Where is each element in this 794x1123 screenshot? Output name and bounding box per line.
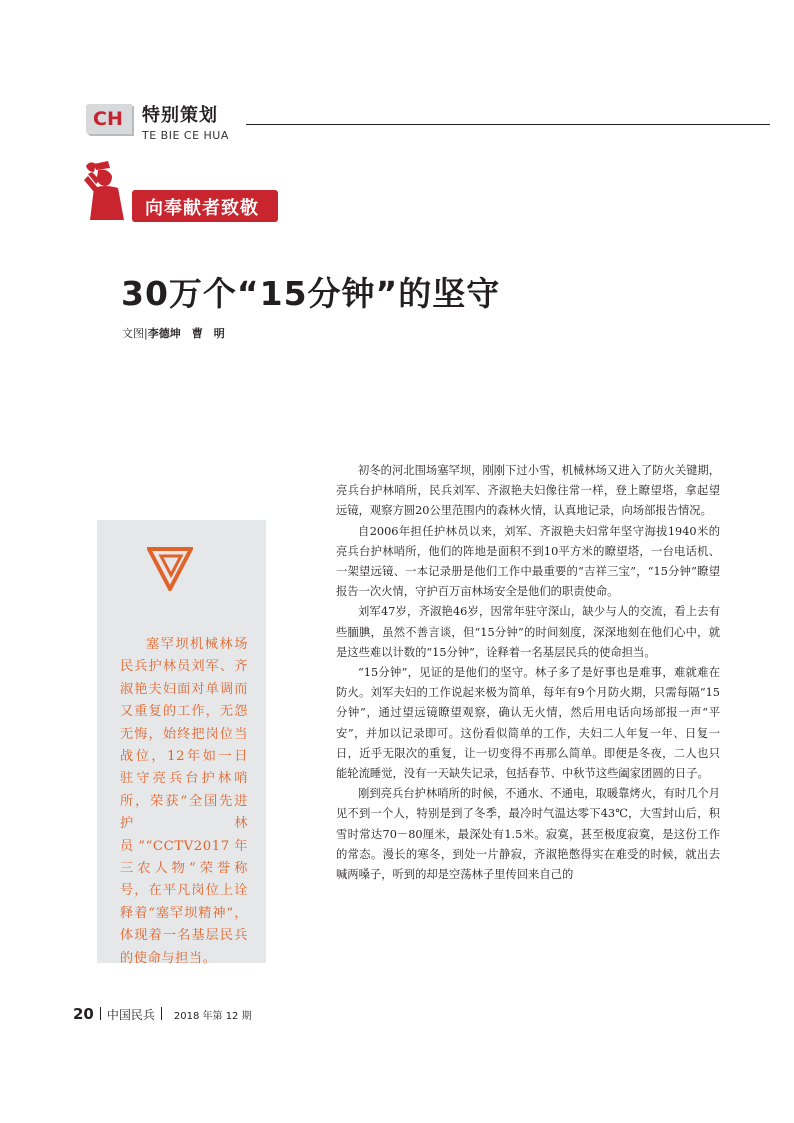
theme-banner — [132, 190, 278, 222]
section-badge-text: CH — [93, 108, 123, 130]
byline-divider: | — [144, 327, 148, 340]
section-pinyin: TE BIE CE HUA — [142, 129, 229, 142]
byline-authors: 李德坤 曹 明 — [147, 327, 225, 340]
footer-divider — [161, 1007, 162, 1020]
article-body — [336, 461, 720, 885]
byline — [122, 325, 225, 341]
article-title: 30万个“15分钟”的坚守 — [121, 274, 501, 313]
paragraph: 刚到亮兵台护林哨所的时候，不通水、不通电，取暖靠烤火，有时几个月见不到一个人，特别是到了冬季，最冷时气温达零下43℃，大雪封山后，积雪时常达70－80厘米，最深处有1.5米。寂寞，甚至极度寂寞，是这份工作的常态。漫长的寒冬，到处一片静寂，齐淑艳憋得实在难受的时候，就出去喊两嗓子，听到的却是空荡林子里传回来自己的 — [336, 787, 720, 882]
triangle-quote-icon — [147, 547, 193, 591]
pull-quote-text: 塞罕坝机械林场民兵护林员刘军、齐淑艳夫妇面对单调而又重复的工作，无怨无悔，始终把岗位当战位，12年如一日驻守亮兵台护林哨所，荣获“全国先进护林员”“CCTV2017年三农人物”荣誉称号，在平凡岗位上诠释着“塞罕坝精神”，体现着一名基层民兵的使命与担当。 — [120, 637, 248, 966]
paragraph: “15分钟”，见证的是他们的坚守。林子多了是好事也是难事，难就难在防火。刘军夫妇的工作说起来极为简单，每年有9个月防火期，只需每隔“15分钟”，通过望远镜瞭望观察，确认无火情，然后用电话向场部报一声“平安”，并加以记录即可。这份看似简单的工作，夫妇二人年复一年、日复一日，近乎无限次的重复，让一切变得不再那么简单。即便是冬夜，二人也只能轮流睡觉，没有一天缺失记录，包括春节、中秋节这些阖家团圆的日子。 — [336, 666, 720, 781]
page-footer — [73, 1004, 252, 1023]
section-badge — [86, 104, 132, 134]
footer-divider — [100, 1007, 101, 1020]
theme-banner-text: 向奉献者致敬 — [145, 198, 259, 219]
paragraph: 刘军47岁，齐淑艳46岁，因常年驻守深山，缺少与人的交流，看上去有些腼腆，虽然不善言谈，但“15分钟”的时间刻度，深深地刻在他们心中，就是这些难以计数的“15分钟”，诠释着一名基层民兵的使命担当。 — [336, 605, 720, 659]
byline-prefix: 文图 — [122, 327, 144, 340]
magazine-name: 中国民兵 — [106, 1008, 155, 1022]
section-title: 特别策划 — [142, 105, 218, 126]
paragraph: 自2006年担任护林员以来，刘军、齐淑艳夫妇常年坚守海拔1940米的亮兵台护林哨所，他们的阵地是面积不到10平方米的瞭望塔，一台电话机、一架望远镜、一本记录册是他们工作中最重要的“吉祥三宝”，“15分钟”瞭望报告一次火情，守护百万亩林场安全是他们的职责使命。 — [336, 524, 720, 599]
paragraph: 初冬的河北围场塞罕坝，刚刚下过小雪，机械林场又进入了防火关键期，亮兵台护林哨所，民兵刘军、齐淑艳夫妇像往常一样，登上瞭望塔，拿起望远镜，观察方圆20公里范围内的森林火情，认真地记录，向场部报告情况。 — [336, 464, 720, 518]
header-rule — [246, 124, 770, 125]
issue-label: 2018 年第 12 期 — [173, 1011, 252, 1022]
page-number: 20 — [73, 1005, 94, 1023]
